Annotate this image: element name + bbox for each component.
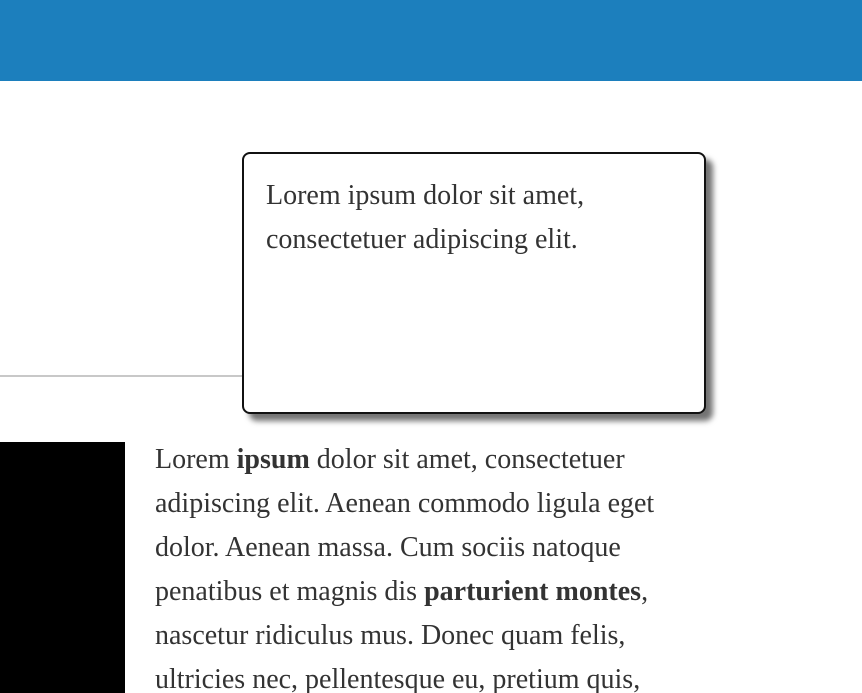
article-text-part-1: Lorem — [155, 444, 237, 475]
article-paragraph — [155, 438, 715, 693]
text-box-content: Lorem ipsum dolor sit amet, consectetuer adipiscing elit. — [266, 180, 585, 255]
text-box[interactable] — [242, 152, 706, 414]
black-image-block — [0, 442, 125, 693]
horizontal-divider — [0, 375, 244, 377]
article-text-part-2: dolor sit amet, consectetuer adipiscing elit. Aenean commodo ligula eget dolor. Aenean massa. Cum sociis natoque penatibus et magnis dis — [155, 444, 655, 607]
header-bar — [0, 0, 862, 81]
article-bold-parturient-montes: parturient montes — [424, 576, 642, 607]
article-text-part-3: , nascetur ridiculus mus. Donec quam felis, ultricies nec, pellentesque eu, pretium quis, — [155, 576, 649, 693]
article-bold-ipsum: ipsum — [236, 444, 310, 475]
